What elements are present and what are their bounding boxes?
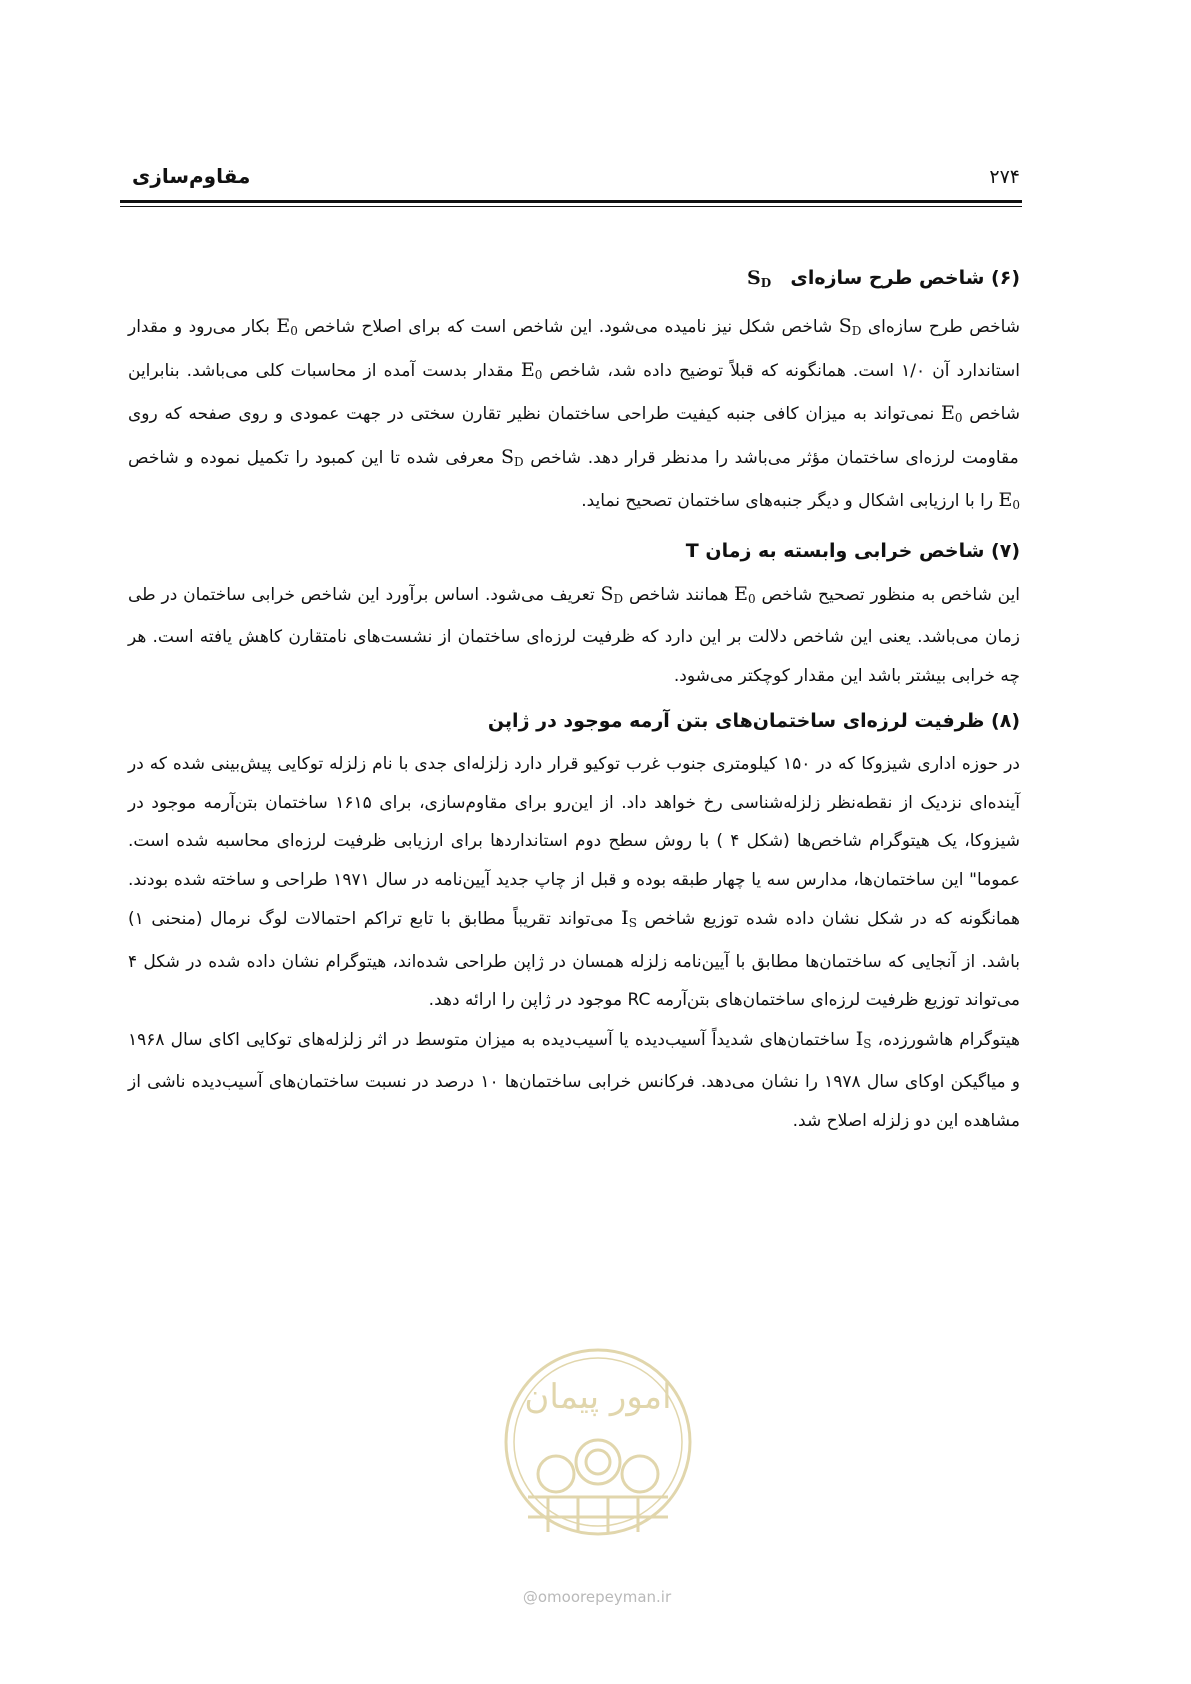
paragraph: هیتوگرام هاشورزده، $I_S$ ساختمان‌های شدیداً آسیب‌دیده یا آسیب‌دیده به میزان متوسط در اثر زلزله‌های توکایی اکای سال ۱۹۶۸ و میاگیکن اوکای سال ۱۹۷۸ را نشان می‌دهد. فرکانس خرابی ساختمان‌ها ۱۰ درصد در نسبت ساختمان‌های آسیب‌دیده ناشی از مشاهده این دو زلزله اصلاح شد. — [128, 1027, 1021, 1131]
running-title: مقاوم‌سازی — [132, 164, 251, 188]
symbol-is: $I_S$ — [855, 1027, 872, 1051]
symbol-is: $I_S$ — [621, 907, 637, 930]
paragraph: شاخص طرح سازه‌ای $S_D$ شاخص شکل نیز نامیده می‌شود. این شاخص است که برای اصلاح شاخص $E_0$ بکار می‌رود و مقدار استاندارد آن ۱/۰ است. همانگونه که قبلاً توضیح داده شد، شاخص $E_0$ مقدار بدست آمده از محاسبات کلی می‌باشد. بنابراین شاخص $E_0$ نمی‌تواند به میزان کافی جنبه کیفیت طراحی ساختمان نظیر تقارن سختی در جهت عمودی و روی صفحه که روی مقاومت لرزه‌ای ساختمان مؤثر می‌باشد را مدنظر قرار دهد. شاخص $S_D$ معرفی شده تا این کمبود را تکمیل نموده و شاخص $E_0$ را با ارزیابی اشکال و دیگر جنبه‌های ساختمان تصحیح نماید. — [128, 315, 1021, 512]
header-rule — [120, 200, 1022, 203]
paragraph: این شاخص به منظور تصحیح شاخص $E_0$ همانند شاخص $S_D$ تعریف می‌شود. اساس برآورد این شاخص خرابی ساختمان در طی زمان می‌باشد. یعنی این شاخص دلالت بر این دارد که ظرفیت لرزه‌ای ساختمان از نشست‌های نامتقارن کاهش یافته است. هر چه خرابی بیشتر باشد این مقدار کوچکتر می‌شود. — [128, 582, 1021, 686]
page-content — [128, 262, 1020, 1150]
page-number: ۲۷۴ — [989, 166, 1020, 188]
section-heading: (۷) شاخص خرابی وابسته به زمان T — [685, 539, 1020, 562]
page-header — [118, 160, 1020, 200]
section-structural-design-index — [128, 262, 1020, 525]
symbol-e0: $E_0$ — [276, 315, 298, 338]
symbol-e0: $E_0$ — [940, 402, 963, 425]
symbol-e0: $E_0$ — [520, 358, 543, 382]
section-seismic-capacity-japan — [128, 705, 1020, 1140]
header-rule-thin — [120, 206, 1022, 207]
section-heading: (۸) ظرفیت لرزه‌ای ساختمان‌های بتن آرمه موجود در ژاپن — [487, 710, 1020, 732]
watermark-brand-text: امور پیمان — [524, 1377, 672, 1417]
paragraph: در حوزه اداری شیزوکا که در ۱۵۰ کیلومتری جنوب غرب توکیو قرار دارد زلزله‌ای جدی با نام زلزله توکایی پیش‌بینی شده که در آینده‌ای نزدیک از نقطه‌نظر زلزله‌شناسی رخ خواهد داد. از این‌رو برای مقاوم‌سازی، برای ۱۶۱۵ ساختمان بتن‌آرمه موجود در شیزوکا، یک هیتوگرام شاخص‌ها (شکل ۴ ) با روش سطح دوم استانداردها برای ارزیابی ظرفیت لرزه‌ای محاسبه شده است. عموما" این ساختمان‌ها، مدارس سه یا چهار طبقه بوده و قبل از چاپ جدید آیین‌نامه در سال ۱۹۷۱ طراحی و ساخته شده بودند. همانگونه که در شکل نشان داده شده توزیع شاخص $I_S$ می‌تواند تقریباً مطابق با تابع تراکم احتمالات لوگ نرمال (منحنی ۱) باشد. از آنجایی که ساختمان‌ها مطابق با آیین‌نامه زلزله همسان در ژاپن طراحی شده‌اند، هیتوگرام نشان داده شده در شکل ۴ می‌تواند توزیع ظرفیت لرزه‌ای ساختمان‌های بتن‌آرمه RC موجود در ژاپن را ارائه دهد. — [128, 754, 1021, 1010]
symbol-sd: $S_D$ — [747, 267, 772, 290]
heading-text: (۶) شاخص طرح سازه‌ای — [790, 267, 1020, 289]
symbol-sd: $S_D$ — [500, 445, 524, 469]
watermark-logo — [498, 1322, 698, 1582]
symbol-e0: $E_0$ — [734, 582, 756, 606]
symbol-sd: $S_D$ — [838, 315, 862, 338]
section-time-deterioration-index — [128, 535, 1020, 696]
section-heading — [128, 262, 1020, 299]
symbol-e0: $E_0$ — [998, 489, 1020, 512]
symbol-sd: $S_D$ — [600, 582, 624, 606]
watermark-site: @omoorepeyman.ir — [522, 1588, 672, 1606]
